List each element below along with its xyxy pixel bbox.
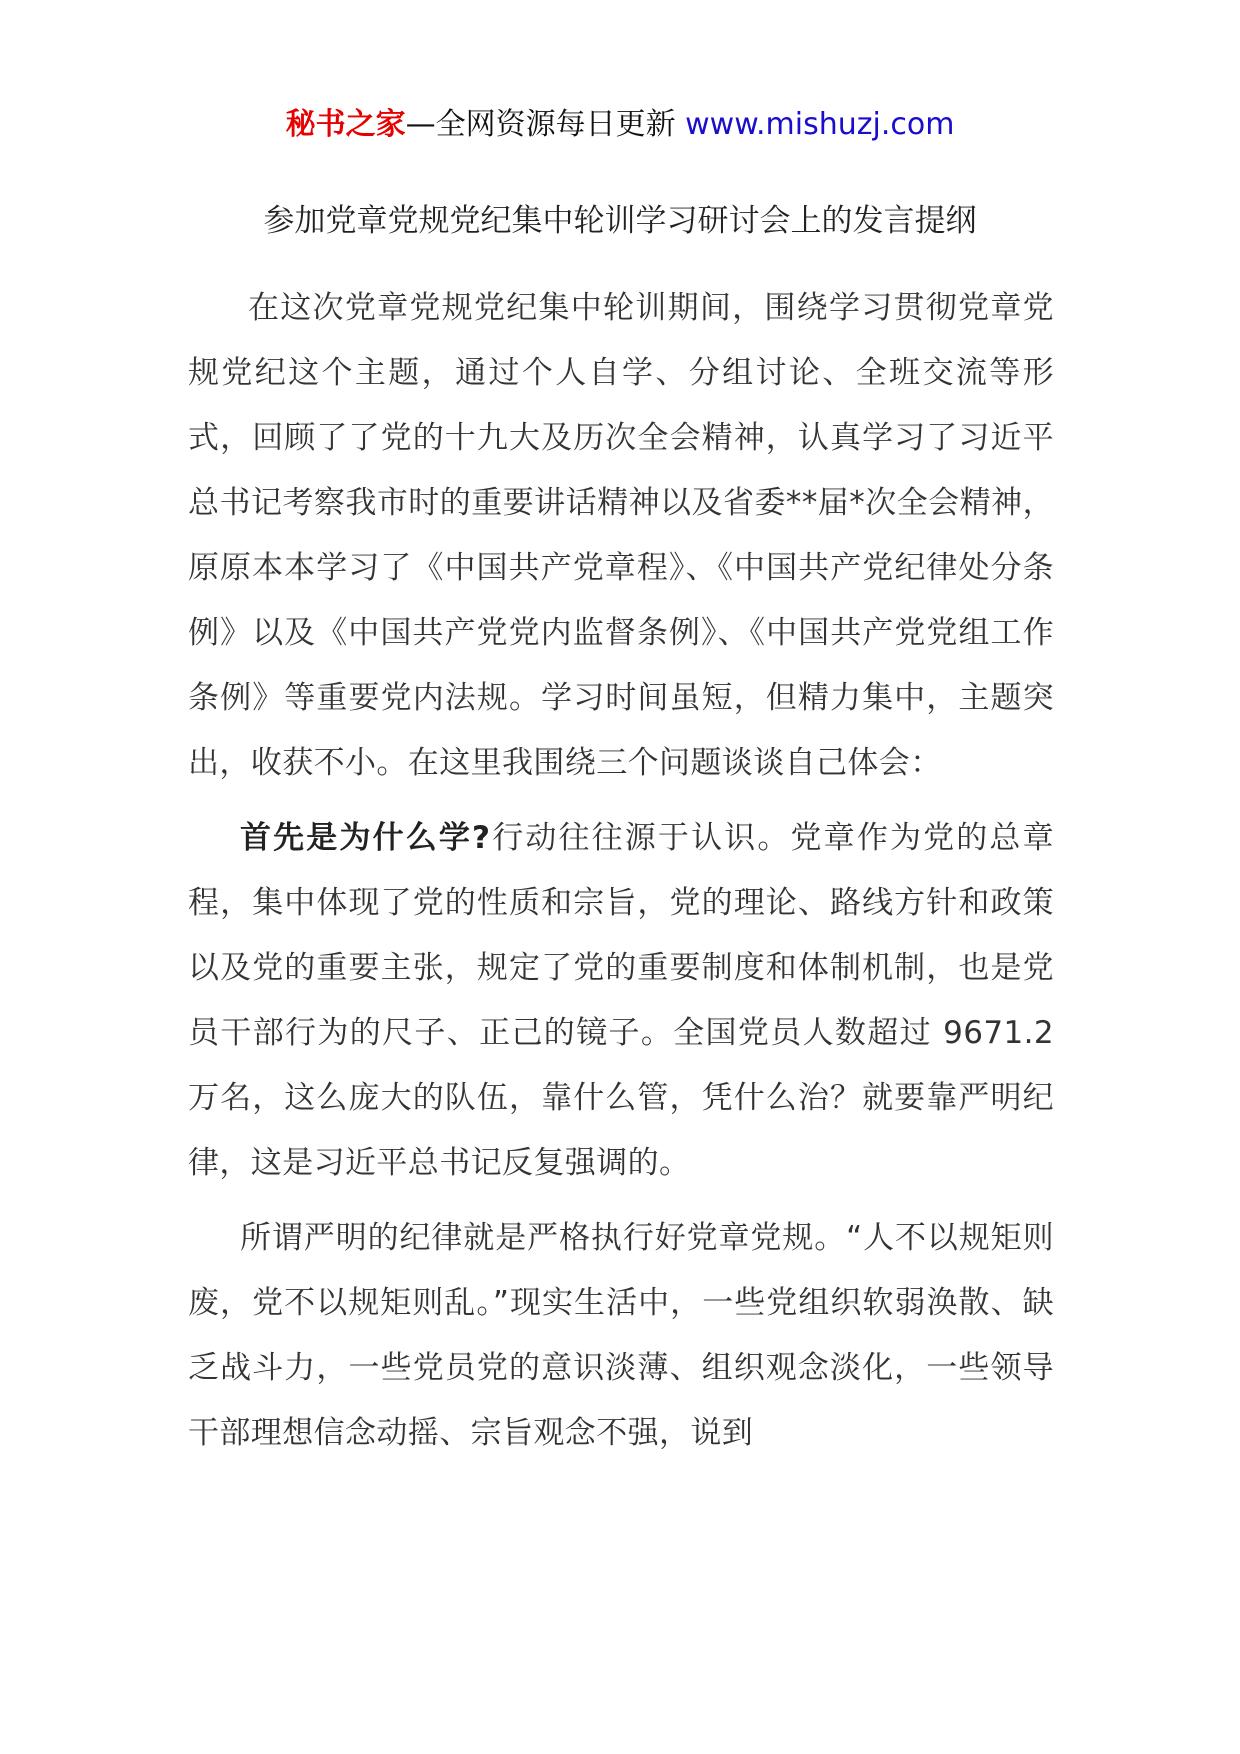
document-body	[188, 276, 1054, 1466]
paragraph-lead: 首先是为什么学?	[240, 820, 491, 856]
paragraph-intro	[188, 276, 1054, 796]
brand-name: 秘书之家	[285, 107, 406, 142]
paragraph-why-learn	[188, 806, 1054, 1196]
paragraph-text: 所谓严明的纪律就是严格执行好党章党规。“人不以规矩则废，党不以规矩则乱。”现实生活中，一些党组织软弱涣散、缺乏战斗力，一些党员党的意识淡薄、组织观念淡化，一些领导干部理想信念动摇、宗旨观念不强，说到	[188, 1220, 1054, 1451]
document-title: 参加党章党规党纪集中轮训学习研讨会上的发言提纲	[263, 203, 977, 239]
site-url-link[interactable]: www.mishuzj.com	[685, 107, 955, 142]
paragraph-discipline	[188, 1206, 1054, 1466]
paragraph-text: 在这次党章党规党纪集中轮训期间，围绕学习贯彻党章党规党纪这个主题，通过个人自学、分组讨论、全班交流等形式，回顾了了党的十九大及历次全会精神，认真学习了习近平总书记考察我市时的重要讲话精神以及省委**届*次全会精神，原原本本学习了《中国共产党章程》、《中国共产党纪律处分条例》以及《中国共产党党内监督条例》、《中国共产党党组工作条例》等重要党内法规。学习时间虽短，但精力集中，主题突出，收获不小。在这里我围绕三个问题谈谈自己体会：	[188, 290, 1054, 781]
site-slogan: —全网资源每日更新	[405, 107, 686, 142]
paragraph-text: 行动往往源于认识。党章作为党的总章程，集中体现了党的性质和宗旨，党的理论、路线方针和政策以及党的重要主张，规定了党的重要制度和体制机制，也是党员干部行为的尺子、正己的镜子。全国党员人数超过 9671.2 万名，这么庞大的队伍，靠什么管，凭什么治？就要靠严明纪律，这是习近平总书记反复强调的。	[188, 820, 1054, 1181]
site-header	[0, 100, 1240, 150]
